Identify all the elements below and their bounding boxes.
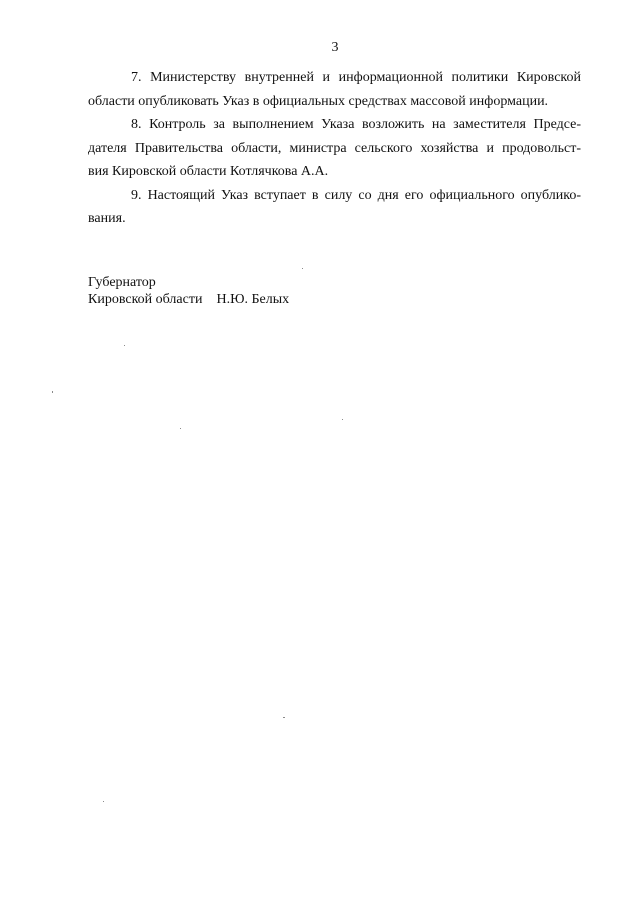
signature-name: Н.Ю. Белых xyxy=(216,292,290,307)
paragraph-line: 8. Контроль за выполнением Указа возложить на заместителя Предсе- xyxy=(131,117,581,132)
paragraph-line: 7. Министерству внутренней и информационной политики Кировской xyxy=(131,70,581,85)
scan-speck xyxy=(180,428,181,429)
paragraph-8 xyxy=(88,113,581,184)
scan-speck xyxy=(283,717,285,718)
signature-title-line2 xyxy=(88,291,289,308)
paragraph-7 xyxy=(88,66,581,113)
scan-speck xyxy=(124,345,125,346)
paragraph-line: 9. Настоящий Указ вступает в силу со дня его официального опублико- xyxy=(131,187,581,203)
scan-speck xyxy=(52,391,53,393)
scan-speck xyxy=(302,268,303,269)
signature-region: Кировской области xyxy=(88,292,203,307)
paragraph-line: вия Кировской области Котлячкова А.А. xyxy=(88,164,329,179)
signature-block xyxy=(88,274,289,308)
scan-speck xyxy=(342,419,343,420)
paragraph-line: вания. xyxy=(88,211,126,226)
signature-title-line1: Губернатор xyxy=(88,275,156,290)
paragraph-line: области опубликовать Указ в официальных средствах массовой информации. xyxy=(88,93,549,109)
page-number: 3 xyxy=(331,40,339,55)
paragraph-line: дателя Правительства области, министра сельского хозяйства и продовольст- xyxy=(88,140,581,156)
document-body xyxy=(88,66,581,231)
scan-speck xyxy=(103,801,104,802)
paragraph-9 xyxy=(88,184,581,231)
